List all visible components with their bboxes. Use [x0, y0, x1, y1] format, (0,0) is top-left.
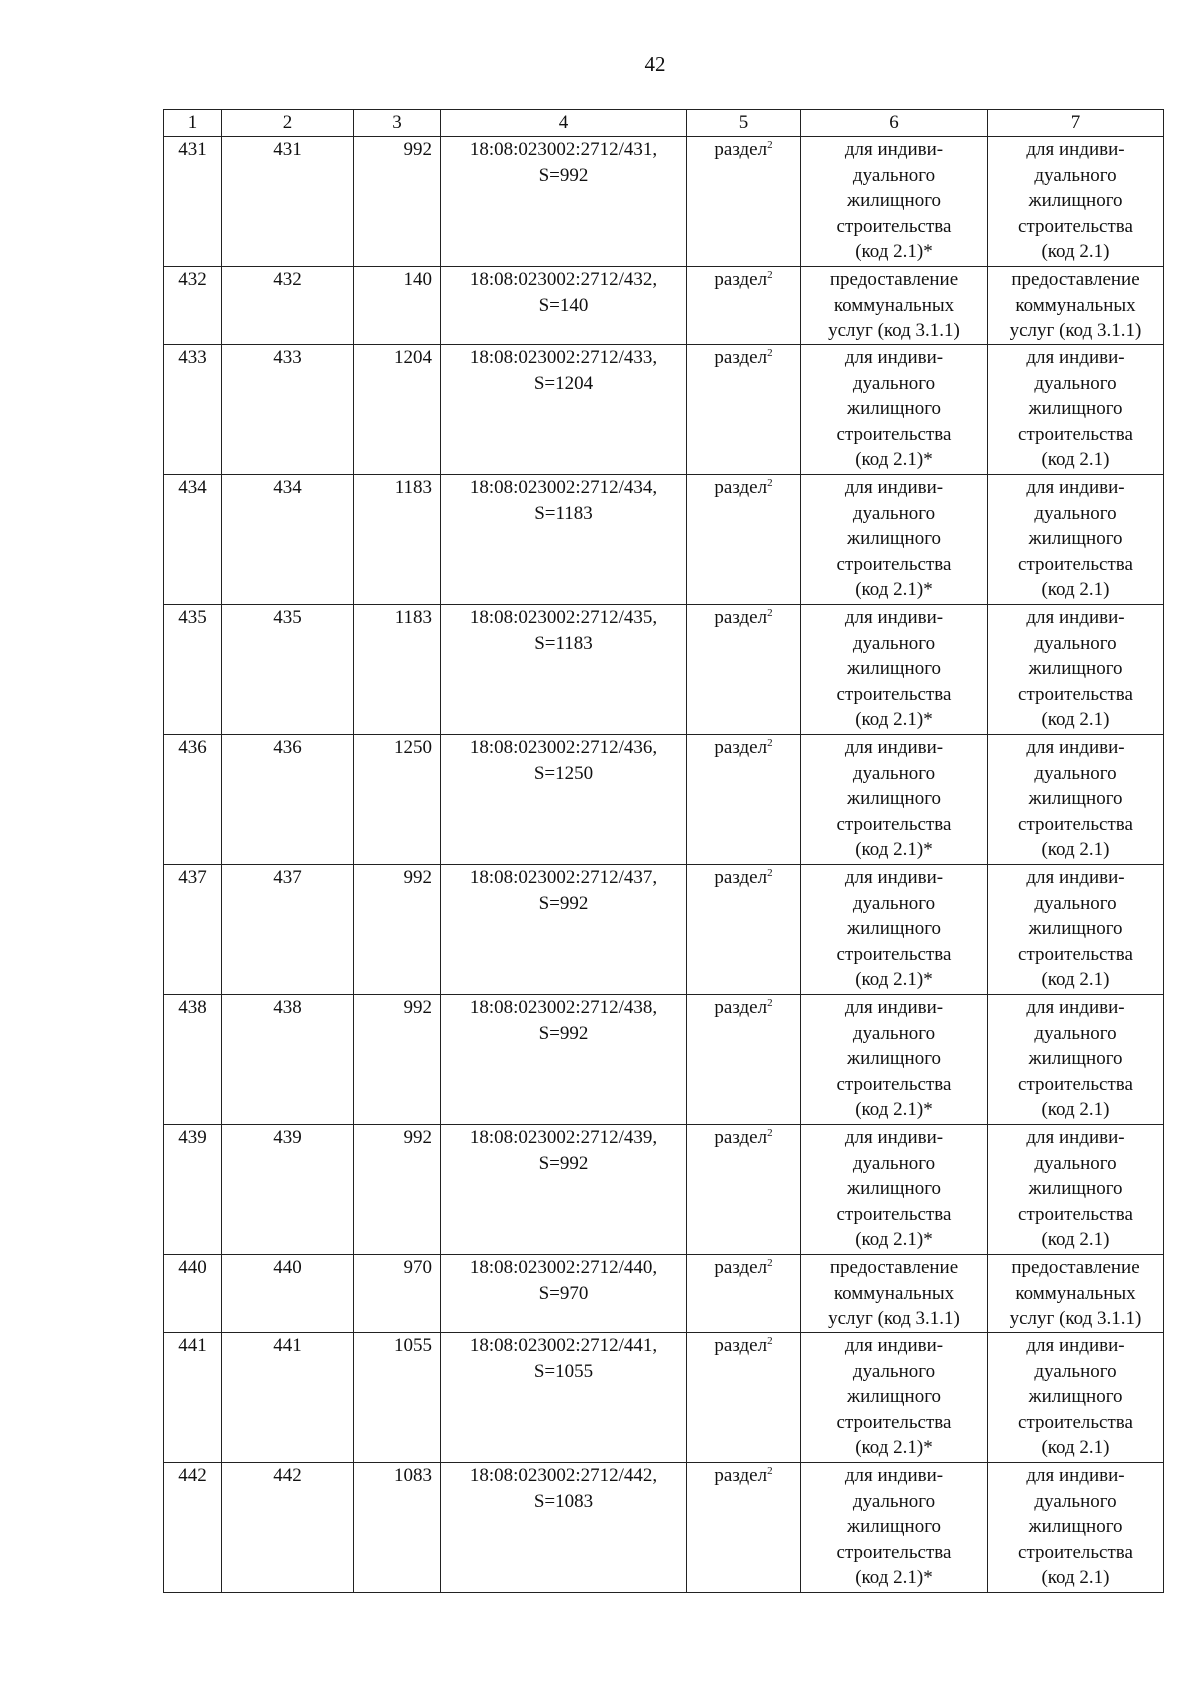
permitted-use-result-cell-line: дуального: [1034, 502, 1117, 524]
cadastral-number-cell-line: 18:08:023002:2712/434,: [469, 477, 658, 498]
footnote-marker: 2: [767, 607, 773, 619]
permitted-use-cell-line: жилищного: [846, 1048, 942, 1069]
permitted-use-result-cell-line: (код 2.1): [1041, 1229, 1110, 1250]
area-cell: 992: [354, 865, 441, 995]
cadastral-number-cell: [441, 995, 687, 1125]
permitted-use-result-cell-line: дуального: [1034, 1022, 1117, 1044]
permitted-use-result-cell-line: (код 2.1): [1041, 241, 1110, 262]
permitted-use-result-cell-line: для индиви-: [1026, 737, 1125, 758]
permitted-use-result-cell-line: дуального: [1034, 164, 1117, 186]
permitted-use-cell-line: (код 2.1)*: [855, 1437, 933, 1458]
formation-method-text: раздел: [714, 1257, 768, 1278]
cadastral-number-cell-line: 18:08:023002:2712/433,: [469, 347, 658, 368]
cadastral-number-cell-line: S=140: [538, 294, 589, 316]
permitted-use-cell-line: жилищного: [846, 1516, 942, 1537]
permitted-use-cell-line: для индиви-: [844, 737, 944, 758]
plot-number-cell: 439: [222, 1125, 354, 1255]
permitted-use-result-cell-line: жилищного: [1028, 658, 1123, 679]
table-row: [164, 1333, 1164, 1463]
footnote-marker: 2: [767, 1465, 773, 1477]
row-number-cell: 438: [164, 995, 222, 1125]
page-number: 42: [644, 52, 666, 76]
permitted-use-cell-line: строительства: [836, 813, 952, 835]
permitted-use-result-cell-line: жилищного: [1028, 1178, 1123, 1199]
formation-method-cell: [687, 735, 801, 865]
table-row: [164, 735, 1164, 865]
cadastral-number-cell-line: 18:08:023002:2712/442,: [469, 1465, 658, 1486]
permitted-use-cell-line: дуального: [852, 1360, 936, 1382]
permitted-use-result-cell-line: дуального: [1034, 1490, 1117, 1512]
permitted-use-result-cell-line: строительства: [1018, 1541, 1133, 1563]
permitted-use-result-cell: [988, 1255, 1164, 1333]
area-cell: 992: [354, 1125, 441, 1255]
permitted-use-cell-line: жилищного: [846, 1386, 942, 1407]
footnote-marker: 2: [767, 1335, 773, 1347]
permitted-use-result-cell-line: дуального: [1034, 632, 1117, 654]
permitted-use-cell-line: дуального: [852, 372, 936, 394]
plot-number-cell: 436: [222, 735, 354, 865]
permitted-use-result-cell-line: предоставление: [1011, 1257, 1140, 1278]
cadastral-number-cell: [441, 475, 687, 605]
permitted-use-result-cell: [988, 865, 1164, 995]
footnote-marker: 2: [767, 737, 773, 749]
cadastral-number-cell-line: 18:08:023002:2712/439,: [469, 1127, 658, 1148]
cadastral-number-cell-line: S=992: [538, 164, 589, 186]
plot-number-cell: 440: [222, 1255, 354, 1333]
permitted-use-cell-line: жилищного: [846, 528, 942, 549]
permitted-use-cell: [801, 1125, 988, 1255]
footnote-marker: 2: [767, 1127, 773, 1139]
permitted-use-result-cell-line: для индиви-: [1026, 607, 1125, 628]
permitted-use-result-cell-line: дуального: [1034, 1360, 1117, 1382]
area-cell: 140: [354, 267, 441, 345]
permitted-use-cell-line: (код 2.1)*: [855, 969, 933, 990]
permitted-use-result-cell-line: для индиви-: [1026, 1127, 1125, 1148]
cadastral-number-cell-line: S=1055: [533, 1360, 594, 1382]
cadastral-number-cell-line: 18:08:023002:2712/435,: [469, 607, 658, 628]
permitted-use-cell-line: для индиви-: [844, 347, 944, 368]
column-header: 4: [441, 110, 687, 137]
cadastral-number-cell-line: 18:08:023002:2712/431,: [469, 139, 658, 160]
row-number-cell: 440: [164, 1255, 222, 1333]
row-number-cell: 433: [164, 345, 222, 475]
permitted-use-result-cell-line: жилищного: [1028, 398, 1123, 419]
formation-method-text: раздел: [714, 607, 768, 628]
permitted-use-result-cell-line: (код 2.1): [1041, 709, 1110, 730]
permitted-use-result-cell: [988, 735, 1164, 865]
permitted-use-cell: [801, 865, 988, 995]
permitted-use-result-cell-line: (код 2.1): [1041, 1567, 1110, 1588]
permitted-use-cell-line: для индиви-: [844, 1127, 944, 1148]
cadastral-number-cell: [441, 865, 687, 995]
permitted-use-cell-line: жилищного: [846, 788, 942, 809]
column-header: 3: [354, 110, 441, 137]
permitted-use-cell-line: услуг (код 3.1.1): [828, 320, 960, 341]
formation-method-cell: [687, 1463, 801, 1593]
permitted-use-cell-line: дуального: [852, 762, 936, 784]
cadastral-number-cell: [441, 137, 687, 267]
permitted-use-cell-line: (код 2.1)*: [855, 1229, 933, 1250]
permitted-use-result-cell: [988, 137, 1164, 267]
plot-number-cell: 438: [222, 995, 354, 1125]
permitted-use-result-cell-line: предоставление: [1011, 269, 1140, 290]
row-number-cell: 435: [164, 605, 222, 735]
cadastral-number-cell-line: S=1183: [534, 502, 593, 524]
permitted-use-cell-line: для индиви-: [844, 997, 944, 1018]
cadastral-number-cell: [441, 1333, 687, 1463]
table-row: [164, 1125, 1164, 1255]
plot-number-cell: 432: [222, 267, 354, 345]
cadastral-number-cell-line: S=992: [538, 892, 589, 914]
plot-number-cell: 437: [222, 865, 354, 995]
column-header: 6: [801, 110, 988, 137]
cadastral-number-cell-line: 18:08:023002:2712/436,: [469, 737, 658, 758]
table-row: [164, 267, 1164, 345]
footnote-marker: 2: [767, 997, 773, 1009]
formation-method-text: раздел: [714, 1127, 768, 1148]
permitted-use-cell-line: для индиви-: [844, 867, 944, 888]
row-number-cell: 442: [164, 1463, 222, 1593]
cadastral-number-cell-line: S=992: [538, 1022, 589, 1044]
permitted-use-cell: [801, 267, 988, 345]
permitted-use-cell: [801, 605, 988, 735]
formation-method-text: раздел: [714, 1465, 768, 1486]
formation-method-cell: [687, 267, 801, 345]
permitted-use-result-cell-line: строительства: [1018, 215, 1133, 237]
permitted-use-cell: [801, 1255, 988, 1333]
footnote-marker: 2: [767, 269, 773, 281]
permitted-use-result-cell-line: (код 2.1): [1041, 1437, 1110, 1458]
row-number-cell: 436: [164, 735, 222, 865]
cadastral-number-cell: [441, 1463, 687, 1593]
area-cell: 1250: [354, 735, 441, 865]
cadastral-number-cell-line: S=1183: [534, 632, 593, 654]
column-number-header-row: [164, 110, 1164, 137]
area-cell: 1183: [354, 605, 441, 735]
land-plots-table: [163, 109, 1164, 1593]
permitted-use-cell-line: коммунальных: [833, 294, 955, 316]
plot-number-cell: 442: [222, 1463, 354, 1593]
permitted-use-result-cell-line: для индиви-: [1026, 1465, 1125, 1486]
area-cell: 970: [354, 1255, 441, 1333]
formation-method-text: раздел: [714, 867, 768, 888]
formation-method-cell: [687, 1333, 801, 1463]
permitted-use-cell-line: строительства: [836, 683, 952, 705]
permitted-use-cell-line: жилищного: [846, 918, 942, 939]
area-cell: 992: [354, 995, 441, 1125]
permitted-use-result-cell: [988, 995, 1164, 1125]
permitted-use-cell-line: предоставление: [829, 269, 959, 290]
table-row: [164, 605, 1164, 735]
permitted-use-cell-line: дуального: [852, 1022, 936, 1044]
formation-method-cell: [687, 1125, 801, 1255]
permitted-use-cell-line: строительства: [836, 943, 952, 965]
permitted-use-cell-line: для индиви-: [844, 139, 944, 160]
permitted-use-cell-line: жилищного: [846, 190, 942, 211]
plot-number-cell: 441: [222, 1333, 354, 1463]
permitted-use-result-cell-line: жилищного: [1028, 1048, 1123, 1069]
cadastral-number-cell-line: 18:08:023002:2712/437,: [469, 867, 658, 888]
permitted-use-result-cell-line: строительства: [1018, 553, 1133, 575]
permitted-use-result-cell-line: для индиви-: [1026, 139, 1125, 160]
formation-method-cell: [687, 995, 801, 1125]
plot-number-cell: 434: [222, 475, 354, 605]
permitted-use-cell-line: дуального: [852, 502, 936, 524]
permitted-use-result-cell: [988, 345, 1164, 475]
permitted-use-cell: [801, 1333, 988, 1463]
formation-method-cell: [687, 865, 801, 995]
permitted-use-cell: [801, 995, 988, 1125]
formation-method-text: раздел: [714, 139, 768, 160]
permitted-use-cell-line: (код 2.1)*: [855, 241, 933, 262]
permitted-use-cell: [801, 735, 988, 865]
area-cell: 1055: [354, 1333, 441, 1463]
cadastral-number-cell: [441, 345, 687, 475]
permitted-use-result-cell-line: жилищного: [1028, 788, 1123, 809]
permitted-use-cell: [801, 137, 988, 267]
cadastral-number-cell: [441, 735, 687, 865]
permitted-use-cell: [801, 345, 988, 475]
permitted-use-result-cell-line: дуального: [1034, 892, 1117, 914]
cadastral-number-cell-line: S=1204: [533, 372, 594, 394]
permitted-use-result-cell-line: жилищного: [1028, 190, 1123, 211]
formation-method-text: раздел: [714, 477, 768, 498]
table-body: [164, 137, 1164, 1593]
permitted-use-cell-line: для индиви-: [844, 1335, 944, 1356]
area-cell: 992: [354, 137, 441, 267]
table-row: [164, 995, 1164, 1125]
permitted-use-result-cell-line: для индиви-: [1026, 477, 1125, 498]
permitted-use-cell-line: дуального: [852, 892, 936, 914]
permitted-use-result-cell-line: (код 2.1): [1041, 839, 1110, 860]
footnote-marker: 2: [767, 867, 773, 879]
permitted-use-result-cell: [988, 475, 1164, 605]
footnote-marker: 2: [767, 139, 773, 151]
row-number-cell: 434: [164, 475, 222, 605]
table-row: [164, 865, 1164, 995]
permitted-use-result-cell-line: жилищного: [1028, 528, 1123, 549]
permitted-use-cell: [801, 1463, 988, 1593]
cadastral-number-cell-line: S=970: [538, 1282, 589, 1304]
permitted-use-result-cell-line: строительства: [1018, 1203, 1133, 1225]
permitted-use-result-cell-line: коммунальных: [1015, 1282, 1136, 1304]
table-row: [164, 345, 1164, 475]
footnote-marker: 2: [767, 347, 773, 359]
permitted-use-result-cell-line: (код 2.1): [1041, 1099, 1110, 1120]
formation-method-text: раздел: [714, 269, 768, 290]
permitted-use-cell: [801, 475, 988, 605]
permitted-use-result-cell: [988, 605, 1164, 735]
permitted-use-cell-line: жилищного: [846, 1178, 942, 1199]
permitted-use-result-cell-line: (код 2.1): [1041, 449, 1110, 470]
row-number-cell: 432: [164, 267, 222, 345]
permitted-use-result-cell-line: строительства: [1018, 813, 1133, 835]
permitted-use-cell-line: строительства: [836, 1541, 952, 1563]
cadastral-number-cell-line: S=1083: [533, 1490, 594, 1512]
cadastral-number-cell-line: 18:08:023002:2712/440,: [469, 1257, 658, 1278]
formation-method-cell: [687, 605, 801, 735]
permitted-use-cell-line: строительства: [836, 1203, 952, 1225]
permitted-use-result-cell-line: (код 2.1): [1041, 969, 1110, 990]
area-cell: 1083: [354, 1463, 441, 1593]
permitted-use-result-cell: [988, 267, 1164, 345]
permitted-use-result-cell-line: для индиви-: [1026, 997, 1125, 1018]
cadastral-number-cell: [441, 1125, 687, 1255]
formation-method-cell: [687, 475, 801, 605]
column-header: 2: [222, 110, 354, 137]
area-cell: 1183: [354, 475, 441, 605]
permitted-use-cell-line: (код 2.1)*: [855, 709, 933, 730]
row-number-cell: 431: [164, 137, 222, 267]
permitted-use-cell-line: (код 2.1)*: [855, 1567, 933, 1588]
permitted-use-result-cell-line: строительства: [1018, 423, 1133, 445]
permitted-use-result-cell-line: (код 2.1): [1041, 579, 1110, 600]
permitted-use-cell-line: для индиви-: [844, 477, 944, 498]
permitted-use-result-cell-line: дуального: [1034, 1152, 1117, 1174]
permitted-use-result-cell-line: строительства: [1018, 1073, 1133, 1095]
formation-method-text: раздел: [714, 1335, 768, 1356]
permitted-use-result-cell-line: дуального: [1034, 762, 1117, 784]
permitted-use-cell-line: (код 2.1)*: [855, 1099, 933, 1120]
permitted-use-result-cell-line: жилищного: [1028, 918, 1123, 939]
area-cell: 1204: [354, 345, 441, 475]
permitted-use-cell-line: дуального: [852, 632, 936, 654]
row-number-cell: 441: [164, 1333, 222, 1463]
permitted-use-cell-line: предоставление: [829, 1257, 959, 1278]
cadastral-number-cell: [441, 267, 687, 345]
permitted-use-result-cell-line: строительства: [1018, 1411, 1133, 1433]
column-header: 5: [687, 110, 801, 137]
table-row: [164, 1463, 1164, 1593]
cadastral-number-cell-line: 18:08:023002:2712/432,: [469, 269, 658, 290]
permitted-use-result-cell-line: услуг (код 3.1.1): [1009, 320, 1142, 341]
permitted-use-result-cell: [988, 1125, 1164, 1255]
footnote-marker: 2: [767, 477, 773, 489]
permitted-use-result-cell-line: услуг (код 3.1.1): [1009, 1308, 1142, 1329]
permitted-use-result-cell-line: для индиви-: [1026, 867, 1125, 888]
cadastral-number-cell-line: S=1250: [533, 762, 594, 784]
permitted-use-cell-line: строительства: [836, 1073, 952, 1095]
permitted-use-cell-line: дуального: [852, 1490, 936, 1512]
permitted-use-result-cell: [988, 1333, 1164, 1463]
cadastral-number-cell: [441, 605, 687, 735]
cadastral-number-cell-line: S=992: [538, 1152, 589, 1174]
permitted-use-cell-line: строительства: [836, 423, 952, 445]
permitted-use-cell-line: строительства: [836, 1411, 952, 1433]
formation-method-cell: [687, 345, 801, 475]
column-header: 1: [164, 110, 222, 137]
permitted-use-result-cell-line: для индиви-: [1026, 347, 1125, 368]
permitted-use-result-cell-line: строительства: [1018, 943, 1133, 965]
table-row: [164, 475, 1164, 605]
formation-method-text: раздел: [714, 997, 768, 1018]
row-number-cell: 439: [164, 1125, 222, 1255]
permitted-use-result-cell-line: жилищного: [1028, 1516, 1123, 1537]
table-row: [164, 1255, 1164, 1333]
permitted-use-result-cell-line: для индиви-: [1026, 1335, 1125, 1356]
column-header: 7: [988, 110, 1164, 137]
permitted-use-result-cell-line: жилищного: [1028, 1386, 1123, 1407]
row-number-cell: 437: [164, 865, 222, 995]
permitted-use-result-cell-line: дуального: [1034, 372, 1117, 394]
permitted-use-cell-line: дуального: [852, 164, 936, 186]
plot-number-cell: 431: [222, 137, 354, 267]
plot-number-cell: 433: [222, 345, 354, 475]
cadastral-number-cell-line: 18:08:023002:2712/441,: [469, 1335, 658, 1356]
cadastral-number-cell: [441, 1255, 687, 1333]
permitted-use-cell-line: (код 2.1)*: [855, 449, 933, 470]
permitted-use-cell-line: (код 2.1)*: [855, 579, 933, 600]
permitted-use-cell-line: коммунальных: [833, 1282, 955, 1304]
footnote-marker: 2: [767, 1257, 773, 1269]
permitted-use-cell-line: строительства: [836, 215, 952, 237]
permitted-use-result-cell: [988, 1463, 1164, 1593]
permitted-use-cell-line: услуг (код 3.1.1): [828, 1308, 960, 1329]
formation-method-text: раздел: [714, 737, 768, 758]
permitted-use-cell-line: дуального: [852, 1152, 936, 1174]
permitted-use-cell-line: (код 2.1)*: [855, 839, 933, 860]
formation-method-cell: [687, 1255, 801, 1333]
permitted-use-cell-line: жилищного: [846, 398, 942, 419]
table-row: [164, 137, 1164, 267]
permitted-use-cell-line: строительства: [836, 553, 952, 575]
permitted-use-cell-line: для индиви-: [844, 1465, 944, 1486]
permitted-use-cell-line: жилищного: [846, 658, 942, 679]
formation-method-text: раздел: [714, 347, 768, 368]
plot-number-cell: 435: [222, 605, 354, 735]
permitted-use-result-cell-line: коммунальных: [1015, 294, 1136, 316]
permitted-use-cell-line: для индиви-: [844, 607, 944, 628]
permitted-use-result-cell-line: строительства: [1018, 683, 1133, 705]
cadastral-number-cell-line: 18:08:023002:2712/438,: [469, 997, 658, 1018]
formation-method-cell: [687, 137, 801, 267]
